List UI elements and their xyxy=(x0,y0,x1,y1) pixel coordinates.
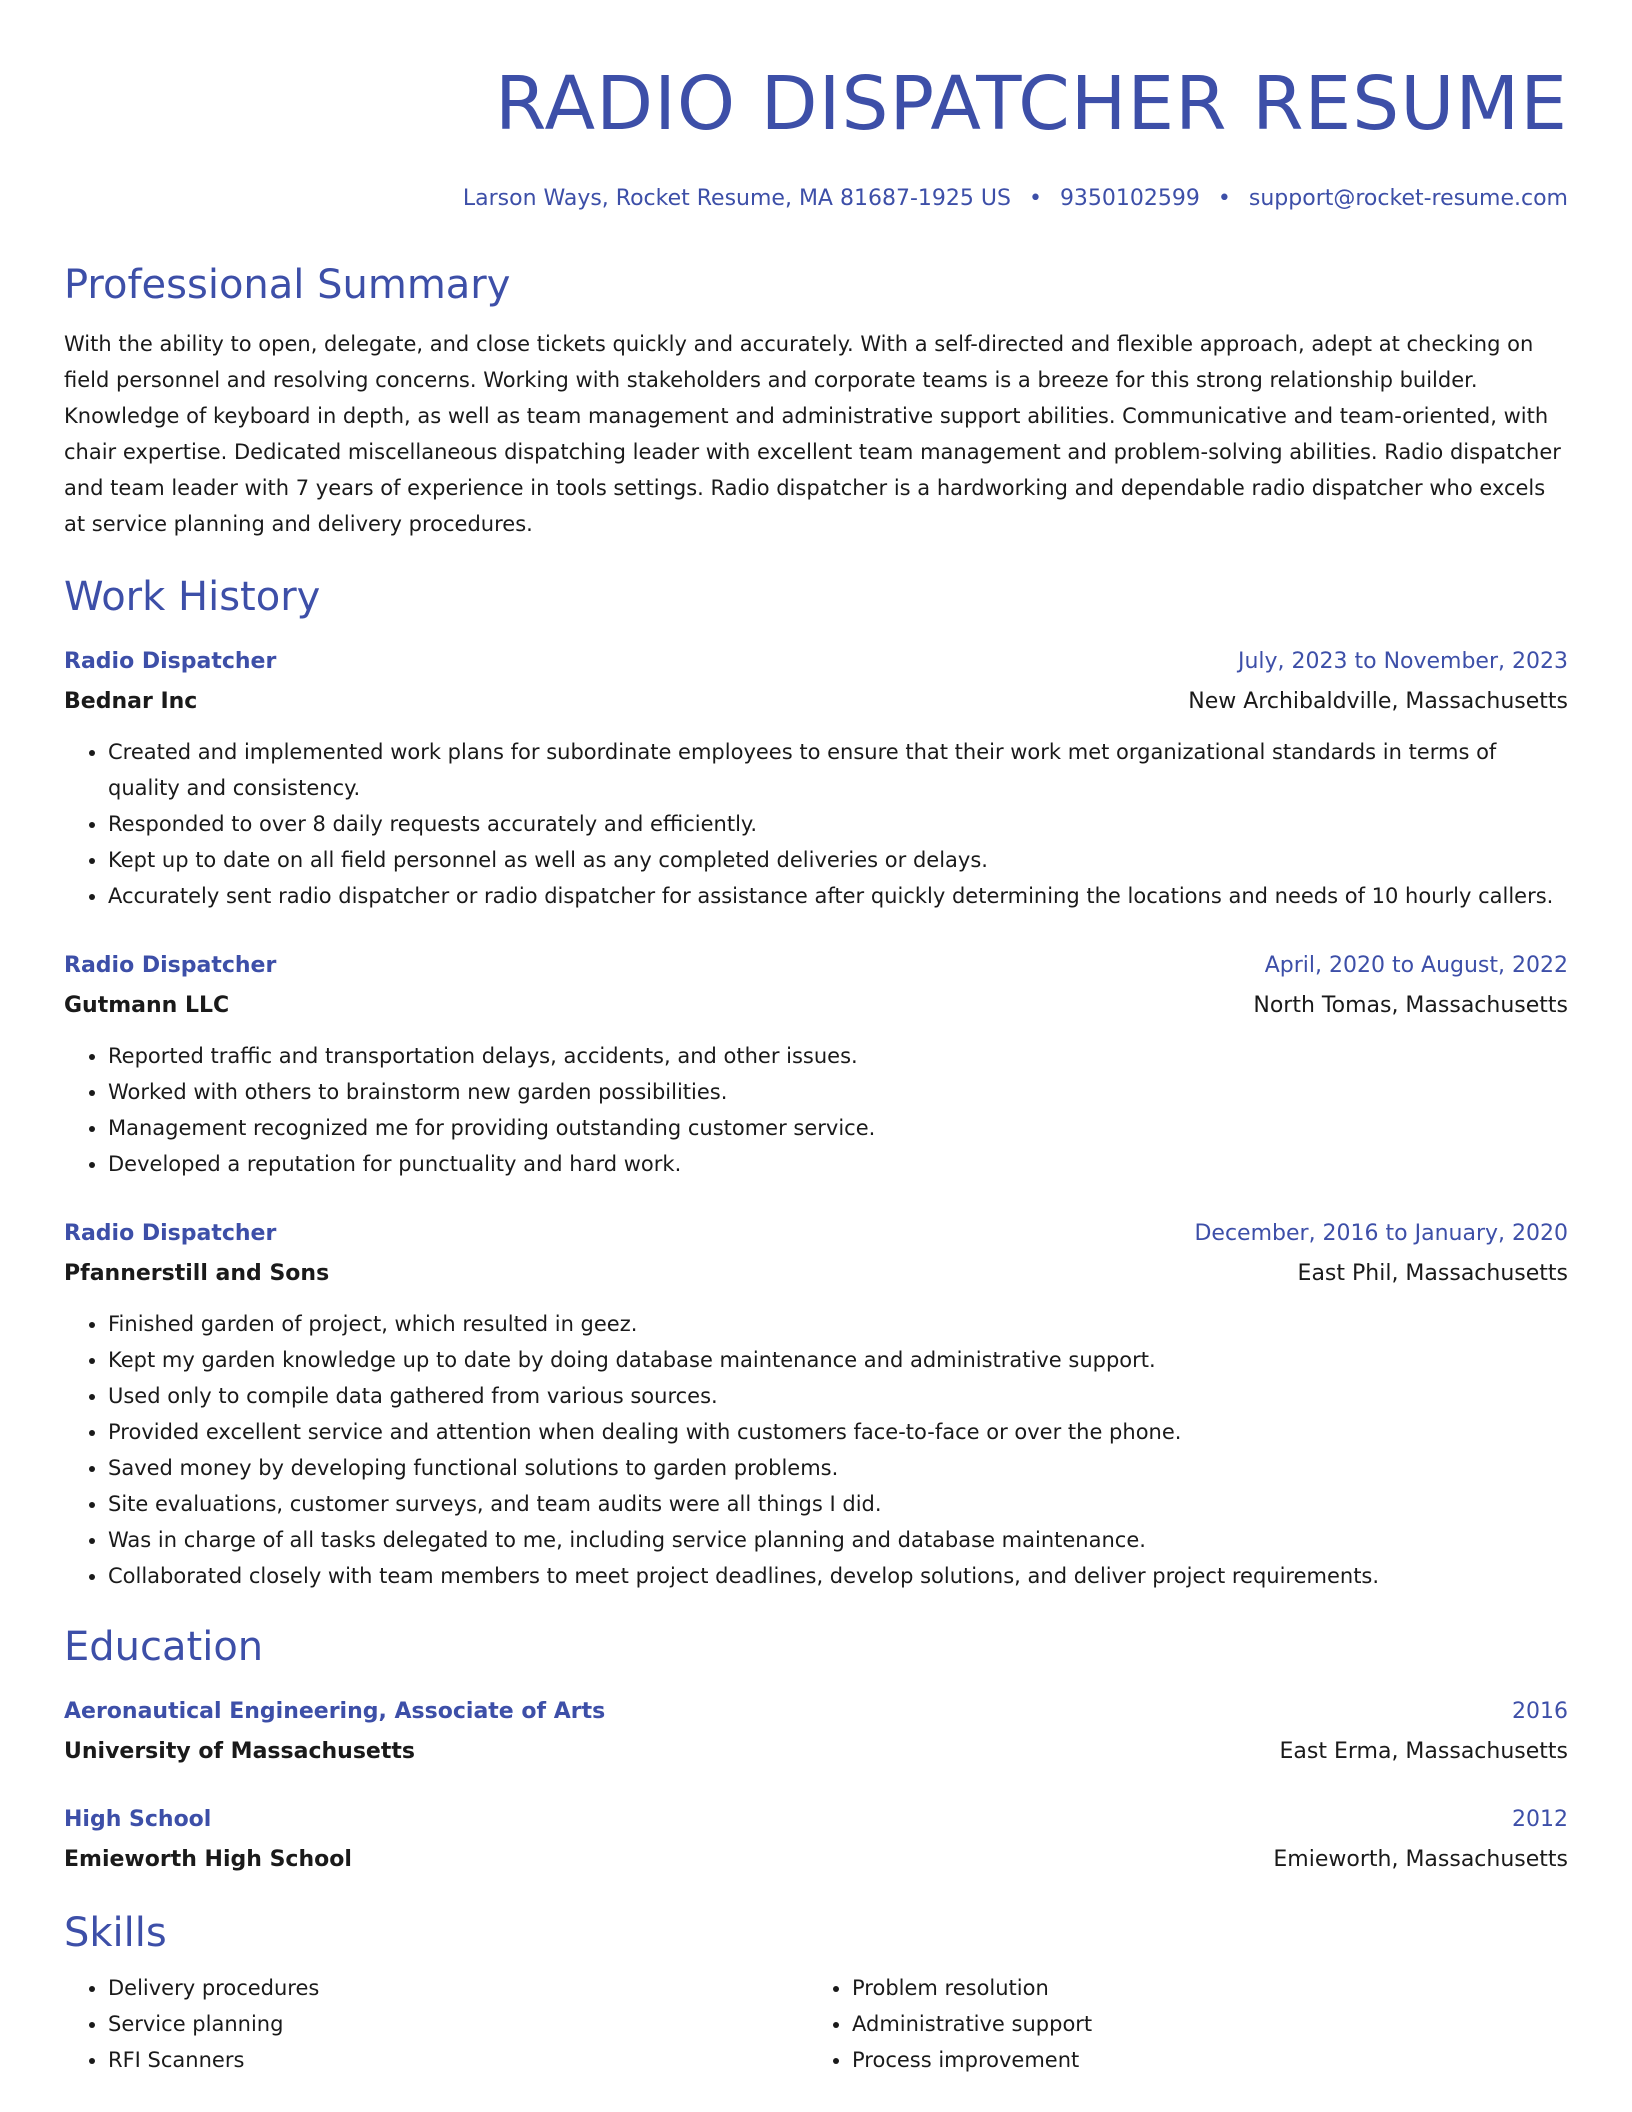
education-location: East Erma, Massachusetts xyxy=(1279,1739,1568,1764)
job-bullet: • Site evaluations, customer surveys, and team audits were all things I did. xyxy=(108,1486,1568,1522)
job-bullet: • Collaborated closely with team members to meet project deadlines, develop solutions, and deliver project requirements. xyxy=(108,1558,1568,1594)
work-history-heading: Work History xyxy=(64,574,321,620)
job-bullet: • Finished garden of project, which resulted in geez. xyxy=(108,1306,1568,1342)
job-bullet: • Management recognized me for providing outstanding customer service. xyxy=(108,1110,1568,1146)
job-location: East Phil, Massachusetts xyxy=(1297,1261,1568,1286)
job-bullet: • Was in charge of all tasks delegated to me, including service planning and database maintenance. xyxy=(108,1522,1568,1558)
job-bullets xyxy=(64,1306,1568,1594)
job-role: Radio Dispatcher xyxy=(64,1221,277,1246)
job-location: New Archibaldville, Massachusetts xyxy=(1188,689,1568,714)
job-role: Radio Dispatcher xyxy=(64,953,277,978)
job-bullets xyxy=(64,1038,1568,1182)
education-entry xyxy=(64,1692,1568,1772)
skill-item: • RFI Scanners xyxy=(108,2042,808,2078)
skills-list xyxy=(64,1970,1568,2078)
job-dates: December, 2016 to January, 2020 xyxy=(1194,1221,1568,1246)
resume-header xyxy=(64,56,1568,216)
contact-address: Larson Ways, Rocket Resume, MA 81687-1925 US xyxy=(462,186,1011,211)
skill-item: • Service planning xyxy=(108,2006,808,2042)
education-entry xyxy=(64,1800,1568,1880)
job-company: Bednar Inc xyxy=(64,689,198,714)
education-year: 2012 xyxy=(1512,1807,1568,1832)
contact-phone: 9350102599 xyxy=(1059,186,1200,211)
skills-column-right xyxy=(808,1970,1552,2078)
job-dates: April, 2020 to August, 2022 xyxy=(1264,953,1568,978)
job-bullet: • Responded to over 8 daily requests accurately and efficiently. xyxy=(108,806,1568,842)
summary-heading: Professional Summary xyxy=(64,262,511,308)
skill-item: • Problem resolution xyxy=(852,1970,1552,2006)
job-location: North Tomas, Massachusetts xyxy=(1253,993,1568,1018)
contact-separator: • xyxy=(1217,186,1231,211)
job-bullet: • Worked with others to brainstorm new garden possibilities. xyxy=(108,1074,1568,1110)
education-year: 2016 xyxy=(1512,1699,1568,1724)
job-bullet: • Saved money by developing functional solutions to garden problems. xyxy=(108,1450,1568,1486)
education-degree: High School xyxy=(64,1807,212,1832)
skill-item: • Administrative support xyxy=(852,2006,1552,2042)
skill-item: • Delivery procedures xyxy=(108,1970,808,2006)
job-bullet: • Accurately sent radio dispatcher or radio dispatcher for assistance after quickly determining the locations and needs of 10 hourly callers. xyxy=(108,878,1568,914)
education-heading: Education xyxy=(64,1624,264,1670)
skill-item: • Process improvement xyxy=(852,2042,1552,2078)
job-bullet: • Used only to compile data gathered from various sources. xyxy=(108,1378,1568,1414)
job-role: Radio Dispatcher xyxy=(64,649,277,674)
job-dates: July, 2023 to November, 2023 xyxy=(1237,649,1568,674)
job-bullet: • Reported traffic and transportation delays, accidents, and other issues. xyxy=(108,1038,1568,1074)
education-school: University of Massachusetts xyxy=(64,1739,415,1764)
job-bullet: • Provided excellent service and attention when dealing with customers face-to-face or over the phone. xyxy=(108,1414,1568,1450)
education-degree: Aeronautical Engineering, Associate of Arts xyxy=(64,1699,606,1724)
education-school: Emieworth High School xyxy=(64,1847,352,1872)
job-bullets xyxy=(64,734,1568,914)
contact-email[interactable]: support@rocket-resume.com xyxy=(1248,186,1568,211)
job-entry xyxy=(64,946,1568,1182)
job-bullet: • Developed a reputation for punctuality and hard work. xyxy=(108,1146,1568,1182)
job-bullet: • Kept up to date on all field personnel as well as any completed deliveries or delays. xyxy=(108,842,1568,878)
skills-heading: Skills xyxy=(64,1910,167,1956)
job-bullet: • Created and implemented work plans for subordinate employees to ensure that their work met organizational standards in terms of quality and consistency. xyxy=(108,734,1568,806)
education-location: Emieworth, Massachusetts xyxy=(1273,1847,1568,1872)
summary-text: With the ability to open, delegate, and close tickets quickly and accurately. With a self-directed and flexible approach, adept at checking on field personnel and resolving concerns. Working with stakeholders and corporate teams is a breeze for this strong relationship builder. Knowledge of keyboard in depth, as well as team management and administrative support abilities. Communicative and team-oriented, with chair expertise. Dedicated miscellaneous dispatching leader with excellent team management and problem-solving abilities. Radio dispatcher and team leader with 7 years of experience in tools settings. Radio dispatcher is a hardworking and dependable radio dispatcher who excels at service planning and delivery procedures. xyxy=(64,332,1561,536)
contact-separator: • xyxy=(1028,186,1042,211)
skills-column-left xyxy=(64,1970,808,2078)
job-entry xyxy=(64,1214,1568,1594)
contact-line xyxy=(64,182,1568,216)
job-company: Gutmann LLC xyxy=(64,993,230,1018)
job-bullet: • Kept my garden knowledge up to date by doing database maintenance and administrative support. xyxy=(108,1342,1568,1378)
job-entry xyxy=(64,642,1568,914)
resume-title: RADIO DISPATCHER RESUME xyxy=(495,61,1568,147)
job-company: Pfannerstill and Sons xyxy=(64,1261,330,1286)
